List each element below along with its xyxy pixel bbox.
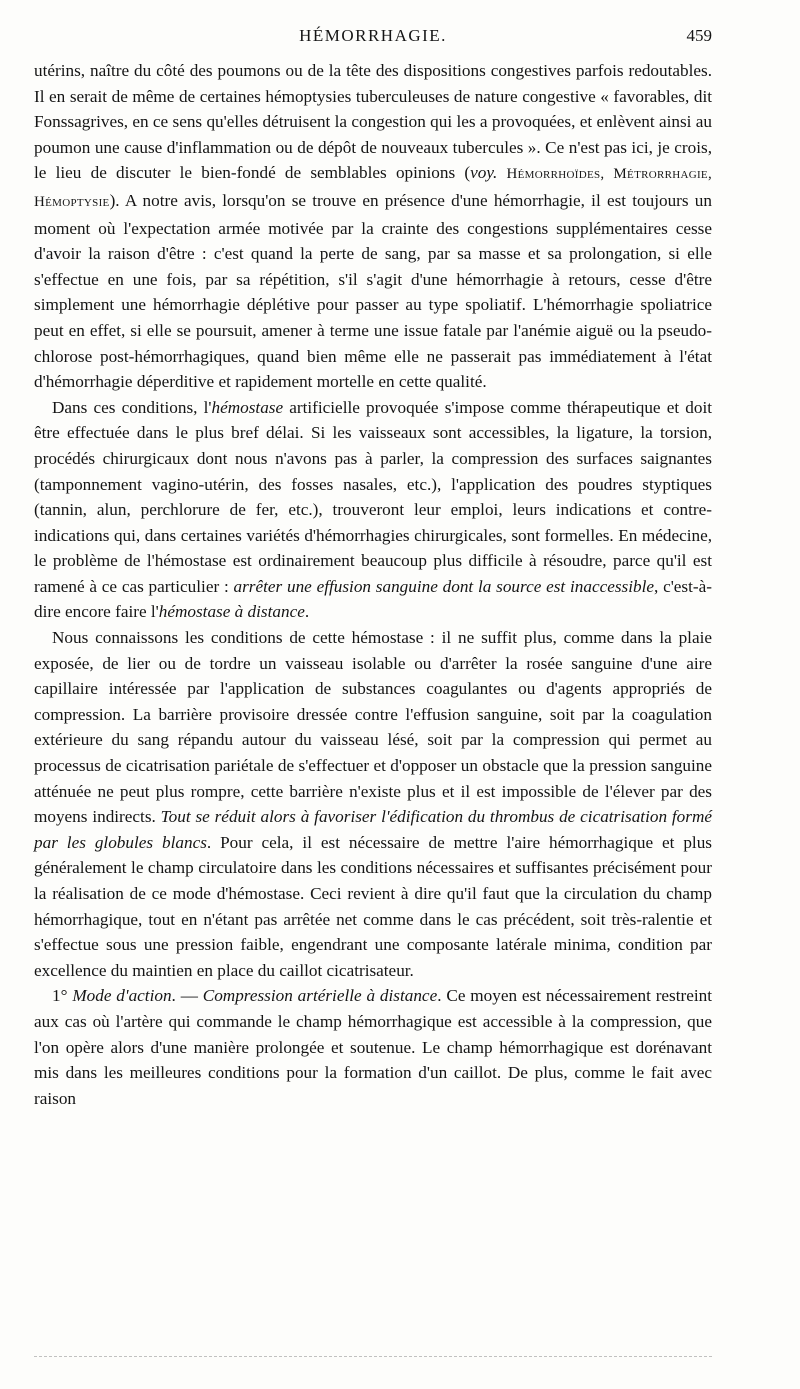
footer-rule [34, 1356, 712, 1357]
paragraph-1: utérins, naître du côté des poumons ou de la tête des dispositions congestives parfois redoutables. Il en serait de même de certaines hémoptysies tuberculeuses de nature congestive « favorables, dit Fonssagrives, en ce sens qu'elles détruisent la congestion qui les a provoquées, et enlèvent ainsi au poumon une cause d'inflammation ou de dépôt de nouveaux tubercules ». Ce n'est pas ici, je crois, le lieu de discuter le bien-fondé de semblables opinions (voy. Hémorrhoïdes, Métrorrhagie, Hémoptysie). A notre avis, lorsqu'on se trouve en présence d'une hémorrhagie, il est toujours un moment où l'expectation armée motivée par la crainte des congestions supplémentaires cesse d'avoir la raison d'être : c'est quand la perte de sang, par sa masse et sa prolongation, si elle s'effectue en une fois, par sa répétition, s'il s'agit d'une hémorrhagie à retours, cesse d'être simplement une hémorrhagie déplétive pour passer au type spoliatif. L'hémorrhagie spoliatrice peut en effet, si elle se poursuit, amener à terme une issue fatale par l'anémie aiguë ou la pseudo-chlorose post-hémorrhagiques, quand bien même elle ne passerait pas immédiatement à l'état d'hémorrhagie déperditive et rapidement mortelle en cette qualité. [34, 61, 713, 392]
body-text [34, 58, 712, 1111]
page-number: 459 [686, 26, 712, 45]
header-title: HÉMORRHAGIE. [299, 26, 447, 45]
cross-references: Hémorrhoïdes, Métrorrhagie, Hémoptysie [34, 166, 713, 210]
paragraph-3: Nous connaissons les conditions de cette hémostase : il ne suffit plus, comme dans la plaie exposée, de lier ou de tordre un vaisseau isolable ou d'arrêter la rosée sanguine d'une aire capillaire intéressée par l'application de substances coagulantes ou d'agents appropriés de compression. La barrière provisoire dressée contre l'effusion sanguine, soit par la coagulation extérieure du sang répandu autour du vaisseau lésé, soit par la compression qui permet au processus de cicatrisation pariétale de s'effectuer et d'opposer un obstacle que la pression sanguine atténuée ne peut plus rompre, cette barrière n'existe plus et il est impossible de l'élever par des moyens indirects. Tout se réduit alors à favoriser l'édification du thrombus de cicatrisation formé par les globules blancs. Pour cela, il est nécessaire de mettre l'aire hémorrhagique et plus généralement le champ circulatoire dans les conditions nécessaires et suffisantes précisément pour la réalisation de ce mode d'hémostase. Ceci revient à dire qu'il faut que la circulation du champ hémorrhagique, tout en n'étant pas arrêtée net comme dans le cas précédent, soit très-ralentie et s'effectue sous une pression faible, engendrant une composante latérale minima, condition par excellence du maintien en place du caillot cicatrisateur. [34, 628, 712, 980]
running-header [34, 26, 712, 50]
paragraph-2: Dans ces conditions, l'hémostase artificielle provoquée s'impose comme thérapeutique et doit être effectuée dans le plus bref délai. Si les vaisseaux sont accessibles, la ligature, la torsion, procédés chirurgicaux dont nous n'avons pas à parler, la compression des surfaces saignantes (tamponnement vagino-utérin, des fosses nasales, etc.), l'application des poudres styptiques (tannin, alun, perchlorure de fer, etc.), trouveront leur emploi, leurs indications et contre-indications qui, dans certaines variétés d'hémorrhagies chirurgicales, sont formelles. En médecine, le problème de l'hémostase est ordinairement beaucoup plus difficile à résoudre, parce qu'il est ramené à ce cas particulier : arrêter une effusion sanguine dont la source est inaccessible, c'est-à-dire encore faire l'hémostase à distance. [34, 397, 712, 622]
section-number: 1° [52, 986, 68, 1006]
paragraph-4: 1° Mode d'action. — Compression artérielle à distance. Ce moyen est nécessairement restreint aux cas où l'artère qui commande le champ hémorrhagique est accessible à la compression, que l'on opère alors d'une manière prolongée et soutenue. Le champ hémorrhagique est dorénavant mis dans les meilleures conditions pour la formation d'un caillot. De plus, comme le fait avec raison [34, 986, 713, 1108]
